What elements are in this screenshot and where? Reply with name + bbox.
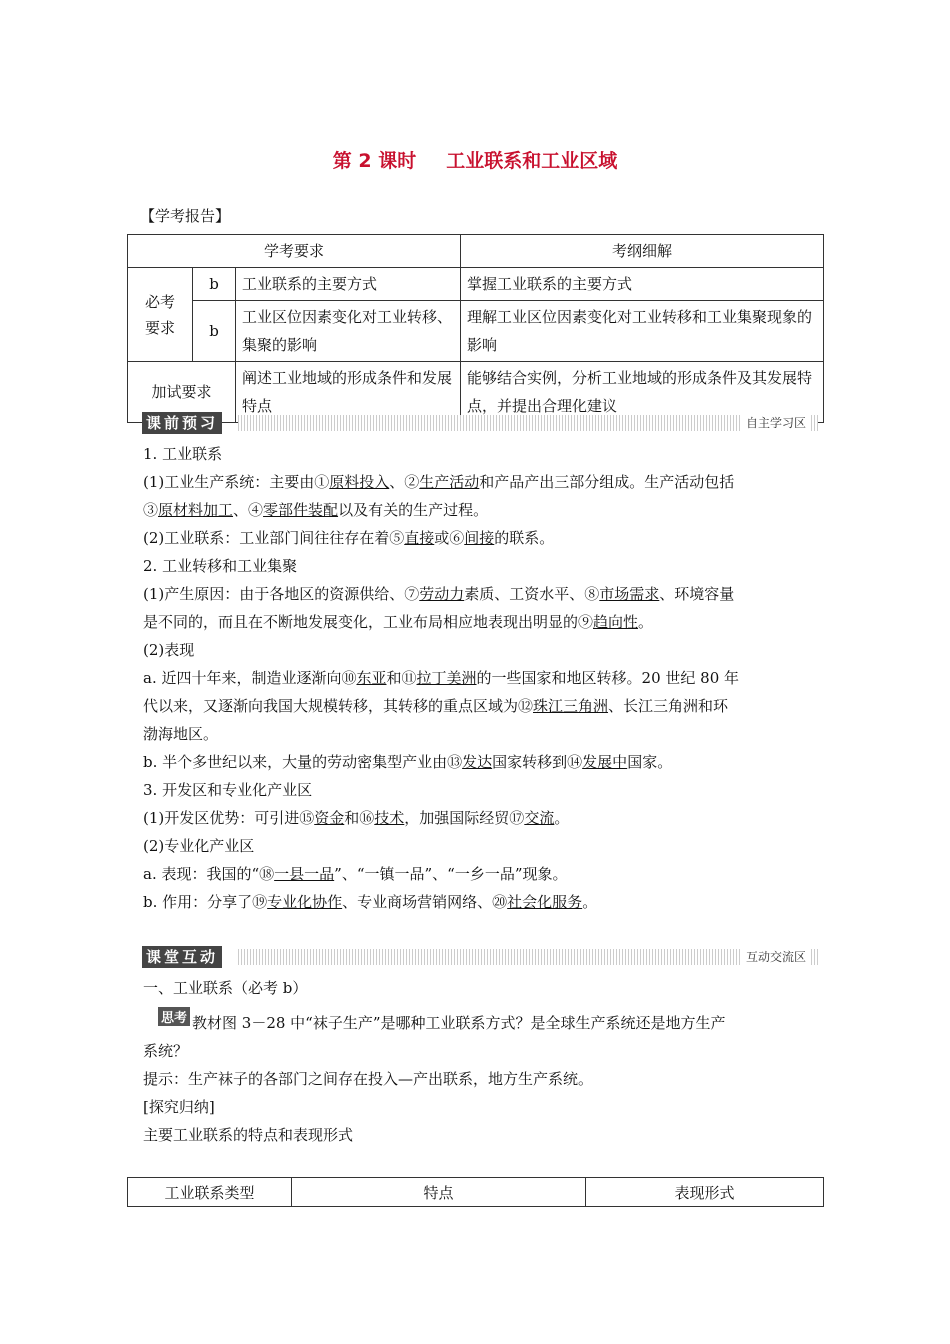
- text-line: (2)工业联系：工业部门间往往存在着⑤直接或⑥间接的联系。: [143, 529, 555, 547]
- text-line: b. 作用：分享了⑲专业化协作、专业商场营销网络、⑳社会化服务。: [143, 893, 598, 911]
- bikao-label: 必考要求: [128, 268, 193, 362]
- text-line: 代以来，又逐渐向我国大规模转移，其转移的重点区域为⑫珠江三角洲、长江三角洲和环: [143, 697, 729, 715]
- answer-blank: 拉丁美洲: [416, 669, 477, 687]
- text-line: 是不同的，而且在不断地发展变化，工业布局相应地表现出明显的⑨趋向性。: [143, 613, 654, 631]
- answer-blank: 直接: [404, 529, 435, 547]
- banner-label: 课堂互动: [142, 946, 222, 968]
- hint-line: 提示：生产袜子的各部门之间存在投入—产出联系，地方生产系统。: [143, 1070, 594, 1088]
- think-line: 思考 教材图 3－28 中“袜子生产”是哪种工业联系方式？是全球生产系统还是地方生产: [140, 1012, 726, 1033]
- section-2-heading: 2. 工业转移和工业集聚: [143, 557, 298, 575]
- requirements-table: [127, 234, 824, 423]
- req-detail-3: 能够结合实例，分析工业地域的形成条件及其发展特点，并提出合理化建议: [461, 362, 824, 423]
- req-detail-1: 掌握工业联系的主要方式: [461, 268, 824, 301]
- text-line: (1)工业生产系统：主要由①原料投入、②生产活动和产品产出三部分组成。生产活动包括: [143, 473, 735, 491]
- answer-blank: 专业化协作: [267, 893, 343, 911]
- level-2: b: [193, 301, 236, 362]
- col-type: 工业联系类型: [128, 1178, 292, 1207]
- answer-blank: 资金: [314, 809, 345, 827]
- answer-blank: 间接: [464, 529, 495, 547]
- report-tag: 【学考报告】: [140, 207, 231, 225]
- section-3-heading: 3. 开发区和专业化产业区: [143, 781, 313, 799]
- answer-blank: 社会化服务: [507, 893, 583, 911]
- text-line: (2)表现: [143, 641, 195, 659]
- col-forms: 表现形式: [586, 1178, 824, 1207]
- level-1: b: [193, 268, 236, 301]
- answer-blank: 原材料加工: [158, 501, 234, 519]
- answer-blank: 生产活动: [419, 473, 480, 491]
- text-line: b. 半个多世纪以来，大量的劳动密集型产业由⑬发达国家转移到⑭发展中国家。: [143, 753, 673, 771]
- text-line: ③原材料加工、④零部件装配以及有关的生产过程。: [143, 501, 489, 519]
- text-line: a. 近四十年来，制造业逐渐向⑩东亚和⑪拉丁美洲的一些国家和地区转移。20 世纪 80 年: [143, 669, 740, 687]
- answer-blank: 东亚: [356, 669, 387, 687]
- answer-blank: 劳动力: [419, 585, 465, 603]
- subheading: 主要工业联系的特点和表现形式: [143, 1126, 354, 1144]
- answer-blank: 零部件装配: [263, 501, 339, 519]
- answer-blank: 珠江三角洲: [533, 697, 609, 715]
- answer-blank: 交流: [524, 809, 555, 827]
- explore-label: [探究归纳]: [143, 1098, 215, 1116]
- req-item-2: 工业区位因素变化对工业转移、集聚的影响: [236, 301, 461, 362]
- text-line: a. 表现：我国的“⑱一县一品”、“一镇一品”、“一乡一品”现象。: [143, 865, 568, 883]
- answer-blank: 市场需求: [599, 585, 660, 603]
- text-line: 渤海地区。: [143, 725, 219, 743]
- answer-blank: 趋向性: [593, 613, 639, 631]
- question-heading: 一、工业联系（必考 b）: [143, 979, 308, 997]
- req-item-3: 阐述工业地域的形成条件和发展特点: [236, 362, 461, 423]
- req-item-1: 工业联系的主要方式: [236, 268, 461, 301]
- answer-blank: 原料投入: [329, 473, 390, 491]
- req-detail-2: 理解工业区位因素变化对工业转移和工业集聚现象的影响: [461, 301, 824, 362]
- header-requirement: 学考要求: [128, 235, 461, 268]
- answer-blank: 发展中: [582, 753, 628, 771]
- answer-blank: 发达: [462, 753, 493, 771]
- text-line: (1)产生原因：由于各地区的资源供给、⑦劳动力素质、工资水平、⑧市场需求、环境容量: [143, 585, 735, 603]
- think-label: 思考: [158, 1007, 190, 1026]
- page-title: 第 2 课时 工业联系和工业区域: [332, 150, 618, 172]
- section-1-heading: 1. 工业联系: [143, 445, 223, 463]
- jiashi-label: 加试要求: [128, 362, 236, 423]
- linkage-table: [127, 1177, 824, 1207]
- text-line: (1)开发区优势：可引进⑮资金和⑯技术，加强国际经贸⑰交流。: [143, 809, 570, 827]
- answer-blank: 技术: [374, 809, 405, 827]
- banner-zone: 互动交流区: [742, 948, 810, 965]
- banner-label: 课前预习: [142, 412, 222, 434]
- answer-blank: 一县一品: [274, 865, 335, 883]
- text-line: (2)专业化产业区: [143, 837, 255, 855]
- text-line: 系统？: [143, 1042, 189, 1060]
- header-detail: 考纲细解: [461, 235, 824, 268]
- preview-banner: [142, 412, 818, 434]
- col-features: 特点: [292, 1178, 586, 1207]
- classroom-banner: [142, 946, 818, 968]
- banner-zone: 自主学习区: [742, 414, 810, 431]
